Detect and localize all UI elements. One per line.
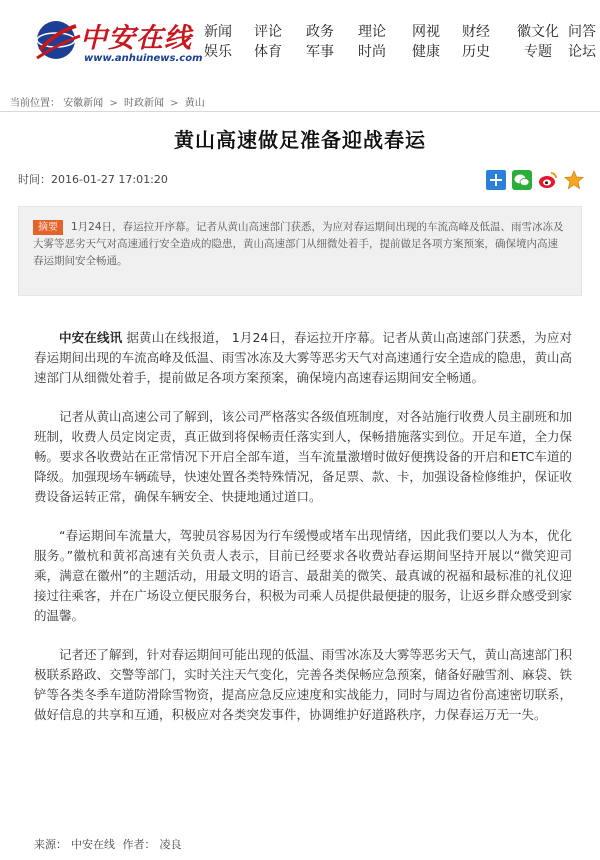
- nav-link-hui-culture[interactable]: 徽文化: [517, 24, 559, 40]
- summary-text: [33, 219, 567, 270]
- nav-column: [404, 22, 448, 62]
- wechat-icon[interactable]: [512, 170, 532, 190]
- nav-link-video[interactable]: 网视: [412, 24, 440, 40]
- paragraph-text: 据黄山在线报道， 1月24日，春运拉开序幕。记者从黄山高速部门获悉，为应对春运期间出现的车流高峰及低温、雨雪冰冻及大雾等恶劣天气对高速通行安全造成的隐患，黄山高速部门从细微处着手，提前做足各项方案预案，确保境内高速春运期间安全畅通。: [34, 330, 572, 385]
- weibo-icon[interactable]: [538, 170, 558, 190]
- paragraph: “春运期间车流量大，驾驶员容易因为行车缓慢或堵车出现情绪，因此我们要以人为本，优化服务。”徽杭和黄祁高速有关负责人表示，目前已经要求各收费站春运期间坚持开展以“微笑迎司乘，满意在徽州”的主题活动，用最文明的语言、最甜美的微笑、最真诚的祝福和最标准的礼仪迎接过往乘客，并在广场设立便民服务台，积极为司乘人员提供最便捷的服务，让返乡群众感受到家的温馨。: [34, 528, 572, 623]
- breadcrumb-item-anhui-news[interactable]: 安徽新闻: [63, 98, 104, 109]
- nav-link-topics[interactable]: 专题: [524, 44, 552, 60]
- nav-link-finance[interactable]: 财经: [462, 24, 490, 40]
- article-summary: [18, 206, 582, 296]
- nav-column: [512, 22, 564, 62]
- divider: [0, 111, 600, 112]
- breadcrumb-separator: >: [170, 98, 179, 109]
- nav-link-entertainment[interactable]: 娱乐: [204, 44, 232, 60]
- article-source: [34, 836, 186, 852]
- nav-link-military[interactable]: 军事: [306, 44, 334, 60]
- nav-link-forum[interactable]: 论坛: [568, 44, 596, 60]
- article-body: [34, 328, 572, 744]
- logo-text: 中安在线: [80, 23, 192, 54]
- author-value: 凌良: [159, 838, 182, 851]
- site-header: [0, 0, 600, 84]
- favorite-star-icon[interactable]: [564, 170, 584, 190]
- nav-column: [196, 22, 240, 62]
- summary-body: 1月24日，春运拉开序幕。记者从黄山高速部门获悉，为应对春运期间出现的车流高峰及低温、雨雪冰冻及大雾等恶劣天气对高速通行安全造成的隐患，黄山高速部门从细微处着手，提前做足各项方案预案，确保境内高速春运期间安全畅通。: [33, 221, 564, 267]
- breadcrumb-separator: >: [109, 98, 118, 109]
- breadcrumb-item-politics-news[interactable]: 时政新闻: [123, 98, 164, 109]
- globe-logo-icon: [34, 14, 82, 66]
- lead-label: 中安在线讯: [59, 330, 123, 345]
- publish-time: 时间：2016-01-27 17:01:20: [18, 173, 168, 186]
- nav-column: [564, 22, 600, 62]
- site-logo[interactable]: [34, 14, 203, 72]
- source-value: 中安在线: [71, 838, 115, 851]
- source-label: 来源：: [34, 838, 67, 851]
- nav-column: [298, 22, 342, 62]
- article-title: 黄山高速做足准备迎战春运: [174, 128, 426, 152]
- nav-link-commentary[interactable]: 评论: [254, 24, 282, 40]
- nav-link-history[interactable]: 历史: [462, 44, 490, 60]
- nav-link-health[interactable]: 健康: [412, 44, 440, 60]
- nav-column: [246, 22, 290, 62]
- breadcrumb: [10, 94, 205, 109]
- nav-link-news[interactable]: 新闻: [204, 24, 232, 40]
- nav-link-theory[interactable]: 理论: [358, 24, 386, 40]
- author-label: 作者：: [122, 838, 156, 851]
- nav-column: [350, 22, 394, 62]
- nav-link-government[interactable]: 政务: [306, 24, 334, 40]
- logo-url: www.anhuinews.com: [84, 53, 203, 64]
- main-nav: [196, 22, 600, 72]
- nav-link-qa[interactable]: 问答: [568, 24, 596, 40]
- nav-link-fashion[interactable]: 时尚: [358, 44, 386, 60]
- paragraph: 记者从黄山高速公司了解到，该公司严格落实各级值班制度，对各站施行收费人员主副班和加班制，收费人员定岗定责，真正做到将保畅责任落实到人，保畅措施落实到位。开足车道，全力保畅。要求各收费站在正常情况下开启全部车道，当车流量激增时做好便携设备的开启和ETC车道的降级。加强现场车辆疏导，快速处置各类特殊情况，备足票、款、卡，加强设备检修维护，保证收费设备运转正常，确保车辆安全、快捷地通过道口。: [34, 409, 572, 504]
- paragraph: 记者还了解到，针对春运期间可能出现的低温、雨雪冰冻及大雾等恶劣天气，黄山高速部门积极联系路政、交警等部门，实时关注天气变化，完善各类保畅应急预案，储备好融雪剂、麻袋、铁铲等各类冬季车道防滑除雪物资，提高应急反应速度和实战能力，同时与周边省份高速密切联系，做好信息的共享和互通，积极应对各类突发事件，协调维护好道路秩序，力保春运万无一失。: [34, 647, 572, 722]
- paragraph: [34, 328, 572, 388]
- add-share-icon[interactable]: [486, 170, 506, 190]
- nav-link-sports[interactable]: 体育: [254, 44, 282, 60]
- breadcrumb-label: 当前位置：: [10, 98, 60, 109]
- summary-badge: 摘要: [33, 220, 63, 235]
- breadcrumb-item-huangshan[interactable]: 黄山: [184, 98, 205, 109]
- nav-column: [454, 22, 498, 62]
